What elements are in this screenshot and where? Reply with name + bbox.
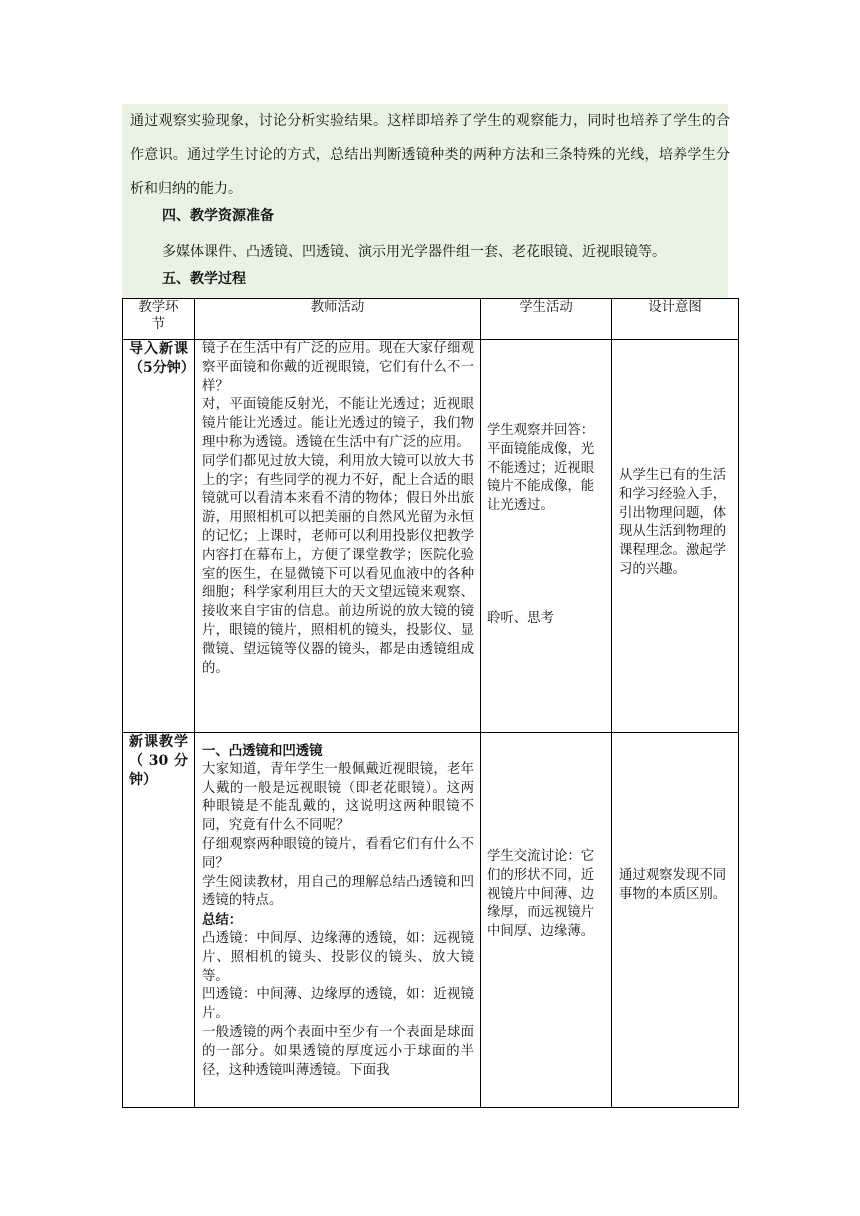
intent-text: 从学生已有的生活和学习经验入手，引出物理问题，体现从生活到物理的课程理念。激起学习的兴趣。 bbox=[619, 468, 727, 577]
table-header-row bbox=[123, 299, 739, 340]
student-text: 学生观察并回答：平面镜能成像，光不能透过；近视眼镜片不能成像，能让光透过。 bbox=[487, 423, 595, 514]
section-4-heading: 四、教学资源准备 bbox=[162, 208, 274, 224]
design-intent-cell bbox=[612, 340, 739, 733]
header-intent-label: 设计意图 bbox=[648, 300, 702, 315]
header-teacher-label: 教师活动 bbox=[310, 300, 365, 315]
table-row bbox=[123, 733, 739, 1108]
teacher-text: 同学们都见过放大镜，利用放大镜可以放大书上的字；有些同学的视力不好，配上合适的眼镜就可以看清本来看不清的物体；假日外出旅游，用照相机可以把美丽的自然风光留为永恒的记忆；上课时，老师可以利用投影仪把教学内容打在幕布上，方便了课堂教学；医院化验室的医生，在显微镜下可以看见血液中的各种细胞；科学家利用巨大的天文望远镜来观察、接收来自宇宙的信息。前边所说的放大镜的镜片，眼镜的镜片，照相机的镜头，投影仪、显微镜、望远镜等仪器的镜头，都是由透镜组成的。 bbox=[202, 453, 474, 676]
lesson-table bbox=[122, 298, 739, 1108]
header-student bbox=[481, 299, 612, 340]
header-teacher bbox=[195, 299, 481, 340]
student-text: 聆听、思考 bbox=[487, 610, 554, 626]
header-intent bbox=[612, 299, 739, 340]
teacher-text: 大家知道，青年学生一般佩戴近视眼镜，老年人戴的一般是远视眼镜（即老花眼镜）。这两种眼镜是不能乱戴的，这说明这两种眼镜不同，究竟有什么不同呢？ bbox=[202, 761, 474, 834]
summary-label: 总结： bbox=[202, 912, 243, 929]
teacher-text: 镜子在生活中有广泛的应用。现在大家仔细观察平面镜和你戴的近视眼镜，它们有什么不一样？ bbox=[202, 341, 474, 394]
section-5-heading: 五、教学过程 bbox=[162, 271, 246, 287]
design-intent-cell bbox=[612, 733, 739, 1108]
header-stage-label: 教学环节 bbox=[138, 300, 179, 332]
teacher-heading: 一、凸透镜和凹透镜 bbox=[202, 743, 323, 759]
teacher-activity-cell bbox=[195, 733, 481, 1108]
teacher-text: 学生阅读教材，用自己的理解总结凸透镜和凹透镜的特点。 bbox=[202, 874, 474, 909]
student-text: 学生交流讨论：它们的形状不同，近视镜片中间薄、边缘厚，而远视镜片中间厚、边缘薄。 bbox=[487, 849, 595, 940]
teacher-text: 一般透镜的两个表面中至少有一个表面是球面的一部分。如果透镜的厚度远小于球面的半径，这种透镜叫薄透镜。下面我 bbox=[202, 1024, 474, 1078]
intro-paragraph: 通过观察实验现象，讨论分析实验结果。这样即培养了学生的观察能力，同时也培养了学生的合作意识。通过学生讨论的方式，总结出判断透镜种类的两种方法和三条特殊的光线，培养学生分析和归纳的能力。 bbox=[130, 113, 730, 197]
stage-cell: 新课教学（30分钟） bbox=[123, 733, 195, 1108]
header-student-label: 学生活动 bbox=[519, 300, 573, 315]
teacher-activity-cell bbox=[195, 340, 481, 733]
student-activity-cell bbox=[481, 340, 612, 733]
stage-cell: 导入新课（5分钟） bbox=[123, 340, 195, 733]
intent-text: 通过观察发现不同事物的本质区别。 bbox=[619, 868, 727, 902]
student-activity-cell bbox=[481, 733, 612, 1108]
section-4-text: 多媒体课件、凸透镜、凹透镜、演示用光学器件组一套、老花眼镜、近视眼镜等。 bbox=[162, 244, 666, 260]
teacher-text: 凹透镜：中间薄、边缘厚的透镜，如：近视镜片。 bbox=[202, 987, 474, 1022]
teacher-text: 仔细观察两种眼镜的镜片，看看它们有什么不同？ bbox=[202, 836, 474, 871]
teacher-text: 凸透镜：中间厚、边缘薄的透镜，如：远视镜片、照相机的镜头、投影仪的镜头、放大镜等。 bbox=[202, 930, 474, 984]
table-row bbox=[123, 340, 739, 733]
header-stage bbox=[123, 299, 195, 340]
teacher-text: 对，平面镜能反射光，不能让光透过；近视眼镜片能让光透过。能让光透过的镜子，我们物理中称为透镜。透镜在生活中有广泛的应用。 bbox=[202, 397, 474, 450]
